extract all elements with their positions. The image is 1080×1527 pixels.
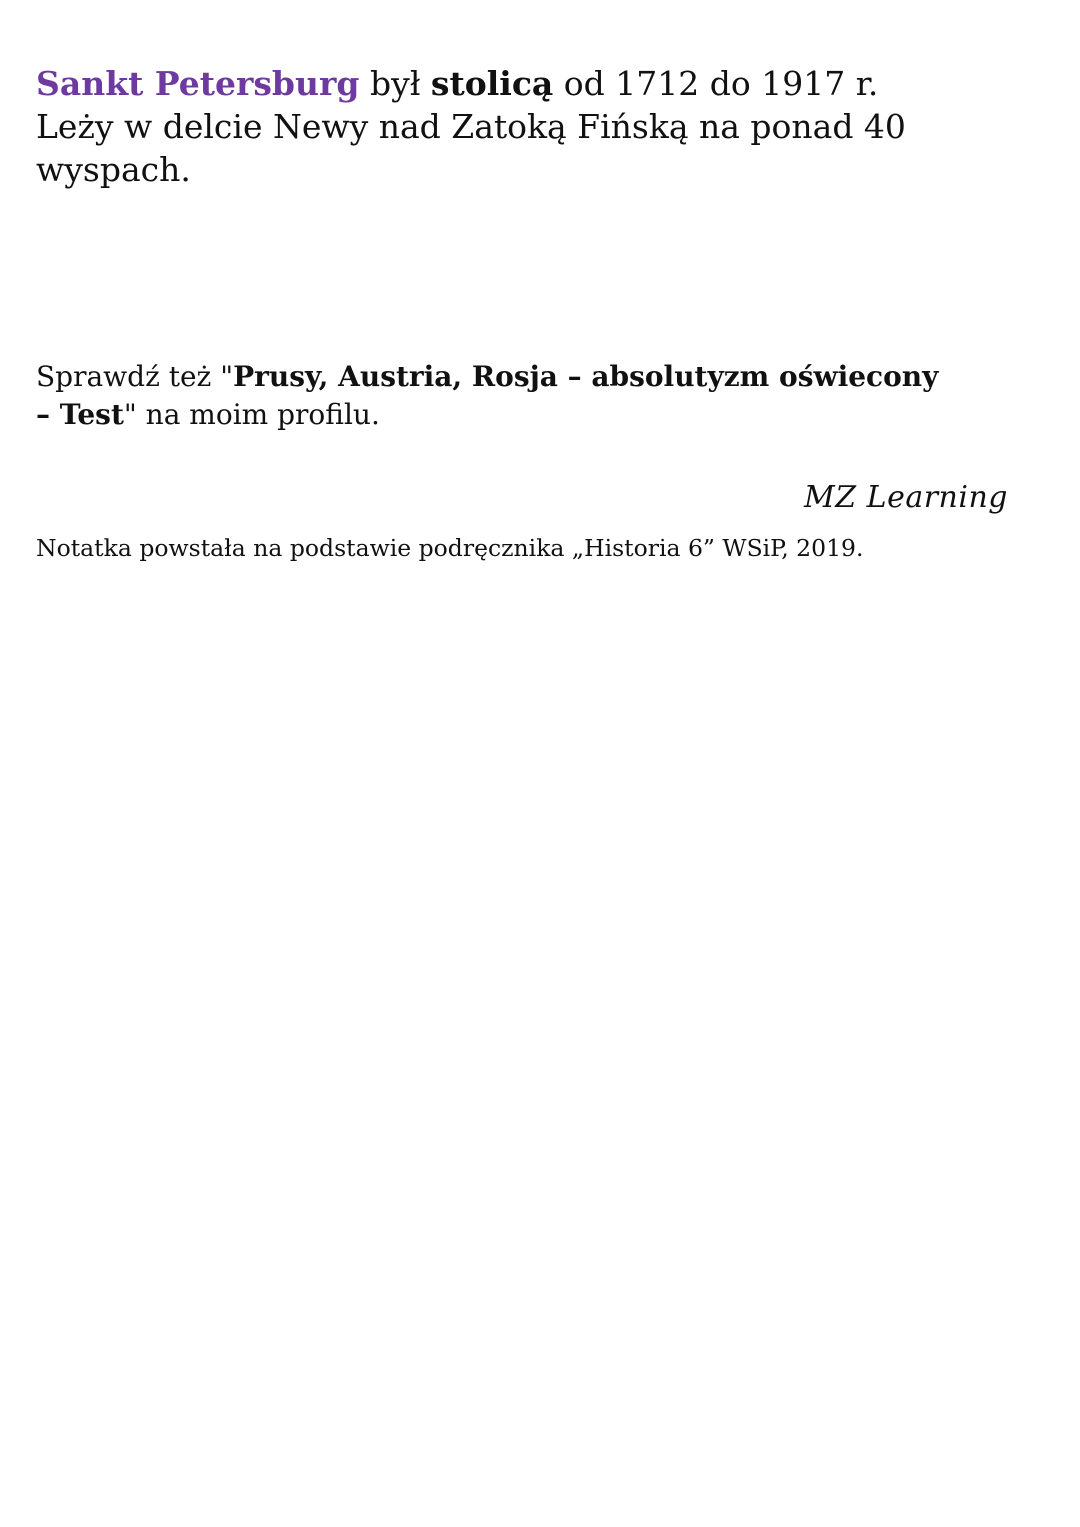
see-also-prefix: Sprawdź też " <box>36 360 234 393</box>
see-also-title-a: Prusy, Austria, Rosja – absolutyzm oświecony <box>233 360 939 393</box>
capital-text-a: był <box>359 64 431 103</box>
capital-text-b: od 1712 do 1917 r. <box>553 64 879 103</box>
see-also-title-b: – Test <box>36 398 124 431</box>
source-note: Notatka powstała na podstawie podręcznika „Historia 6” WSiP, 2019. <box>36 534 864 562</box>
see-also-suffix: " na moim profilu. <box>123 398 380 431</box>
location-text: Leży w delcie Newy nad Zatoką Fińską na ponad 40 wyspach. <box>36 107 906 189</box>
city-name: Sankt Petersburg <box>36 64 360 103</box>
author-signature: MZ Learning <box>804 480 1008 515</box>
see-also-paragraph <box>36 358 1046 434</box>
capital-paragraph <box>36 62 1046 191</box>
capital-word: stolicą <box>430 64 554 103</box>
